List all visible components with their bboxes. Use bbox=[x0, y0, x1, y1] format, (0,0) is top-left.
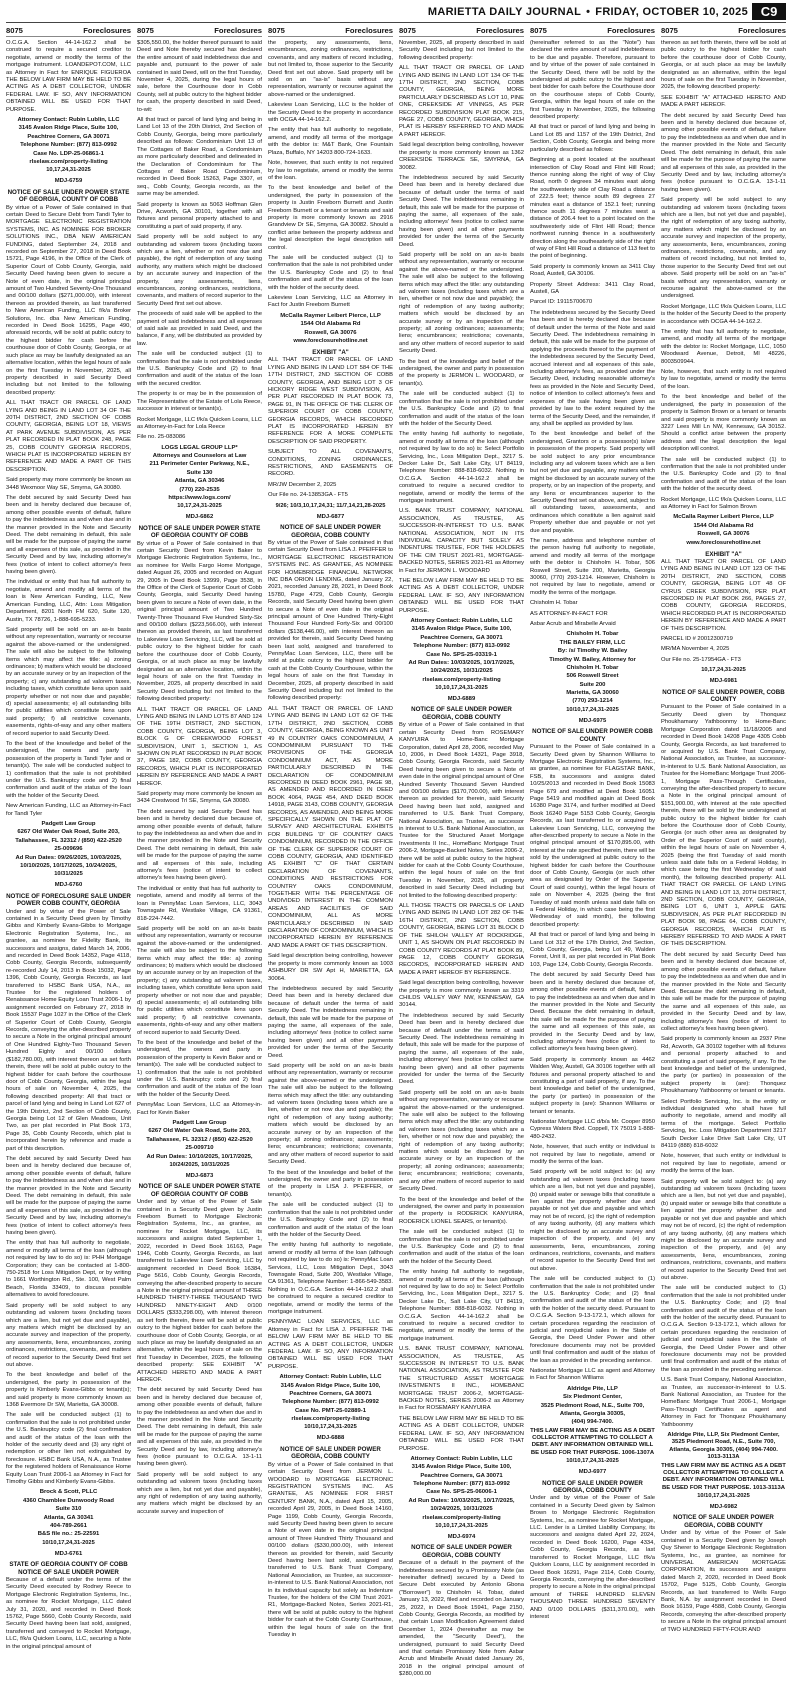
notice-contact-line: 4360 Chamblee Dunwoody Road bbox=[23, 1497, 114, 1504]
notice-contact-line: 10/10/2025, 10/17/2025, 10/24/2025, bbox=[20, 862, 117, 869]
notice-contact-line: By: /s/ Timothy W. Bailey bbox=[557, 648, 628, 655]
classification-label: Foreclosures bbox=[738, 26, 786, 35]
notice-id: MDJ-6873 bbox=[185, 1172, 214, 1179]
notice-paragraph: Parcel ID: 19115700670 bbox=[530, 299, 593, 306]
notice-paragraph: Nationstar Mortgage LLC as agent and Attorney in Fact for Shannon Williams bbox=[530, 1368, 655, 1382]
notice-contact-line: Peachtree Corners, GA 30071 bbox=[420, 634, 503, 641]
notice-contact-line: THIS LAW FIRM MAY BE ACTING AS A DEBT COLLECTOR ATTEMPTING TO COLLECT A DEBT. ANY INFORMATION OBTAINED WILL BE USED FOR THAT PURPOSE. 1006-1307A bbox=[530, 1427, 655, 1456]
notice-paragraph: To the best of the knowledge and belief of the undersigned, the owner and party in possession of the property is LISA J. PFEIFFER, or tenant(s). bbox=[268, 1169, 393, 1198]
notice-title: NOTICE OF SALE UNDER POWER GEORGIA, COBB COUNTY bbox=[411, 1544, 512, 1559]
notice-paragraph: The debt secured by said Security Deed has been and is hereby declared due because of, among other possible events of default, failure to pay the indebtedness as and when due and in the manner provided in the Note and Security Deed. The debt remaining in default, this sale will be made for the purpose of paying the same and all expenses of this sale, including attorney's fees (notice of intent to collect attorney's fees having been given). bbox=[137, 808, 262, 882]
notice-contact-line: LOGS LEGAL GROUP LLP* bbox=[161, 444, 238, 451]
notice-column bbox=[399, 26, 524, 1682]
notice-title: NOTICE OF SALE UNDER POWER STATE OF GEORGIA, COUNTY OF COBB bbox=[7, 188, 130, 204]
notice-contact-line: Roswell, GA 30076 bbox=[304, 329, 357, 336]
notice-paragraph: November, 2025, all property described in said Security Deed including but not limited to the following described property: bbox=[399, 40, 524, 61]
notice-paragraph: ALL THOSE TRACTS OR PARCELS OF LAND LYING AND BEING IN LAND LOT 282 OF THE 16TH DISTRICT, 2ND SECTION, COBB COUNTY, GEORGIA, BEING LOT 31 BLOCK D OF THE SHILOH VALLEY AT ROCKRIDGE, UNIT 1, AS SHOWN ON PLAT RECORDED IN COBB COUNTY RECORDS AT PLAT BOOK 89, PAGE 12, COBB COUNTY GEORGIA RECORDS, INCORPORATED HEREIN AND MADE A PART HEREOF BY REFERENCE. bbox=[399, 903, 524, 976]
notice-title: NOTICE OF SALE UNDER POWER GEORGIA, COBB COUNTY bbox=[280, 1445, 381, 1461]
notice-paragraph: PennyMac Loan Services, LLC as Attorney-in-Fact for Kevin Baker bbox=[137, 1102, 262, 1116]
notice-paragraph: SUBJECT TO ALL COVENANTS, CONDITIONS, ZONING ORDINANCES, RESTRICTIONS, AND EASEMENTS OF RECORD. bbox=[268, 449, 393, 478]
notice-paragraph: Said property may more commonly be known as 3434 Crestwood Trl SE, Smyrna, GA 30080. bbox=[137, 791, 262, 805]
notice-paragraph: All that tract or parcel of land lying and being in Land Lot 13 of the 20th District, 2nd Section of Cobb County, Georgia, being more particularly described as follows: Condominium Unit 13 of The Cottages of Baker Road, a Condominium as more particularly described and delineated in the Declaration of Condominium for The Cottages of Baker Road Condominium, recorded in Deed Book 15263, Page 3307, et seq., Cobb County, Georgia records, as the same may be amended. bbox=[137, 117, 262, 198]
notice-paragraph: Lakeview Loan Servicing, LLC as Attorney in Fact for Justin Freeborn Burnett bbox=[268, 295, 393, 309]
notice-paragraph: Note, however, that such entity is not required by law to negotiate, amend or modify the terms of the loan. bbox=[661, 369, 786, 390]
notice-column bbox=[661, 26, 786, 1682]
notice-paragraph: Note, however, that such entity is not required by law to negotiate, amend or modify the terms of the loan. bbox=[268, 160, 393, 181]
notice-title: NOTICE OF SALE UNDER POWER STATE OF GEORGIA COUNTY OF COBB bbox=[138, 524, 261, 540]
notice-contact-line: 10,17,24,31-2025 bbox=[46, 167, 91, 174]
notice-paragraph: The sale will be conducted subject (1) to confirmation that the sale is not prohibited under the U.S. Bankruptcy Code and (2) to final confirmation and audit of the status of the loan with the holder of the security deed. bbox=[268, 254, 393, 291]
notice-contact-line: 3145 Avalon Ridge Place, Suite 100, bbox=[411, 1464, 512, 1471]
notice-id: MDJ-6974 bbox=[447, 1533, 476, 1540]
notice-paragraph: U.S. BANK TRUST COMPANY, NATIONAL ASSOCIATION, AS TRUSTEE, AS SUCCESSOR IN INTEREST TO U.S. BANK NATIONAL ASSOCIATION, AS TRUSTEE FOR THE STRUCTURED ASSET MORTGAGE INVESTMENTS II INC., HOMEBANC MORTGAGE TRUST 2006-2, MORTGAGE-BACKED NOTES, SERIES 2006-2 as Attorney in Fact for ROSEMARY KANYUIRA bbox=[399, 1346, 524, 1412]
notice-title: NOTICE OF SALE UNDER POWER GEORGIA, COBB COUNTY bbox=[411, 706, 512, 721]
notice-id: MDJ-6760 bbox=[54, 882, 83, 889]
notice-contact-line: 10,10,17,24,31-2025 bbox=[435, 685, 488, 692]
notice-title: EXHIBIT "A" bbox=[705, 550, 742, 558]
notice-paragraph: Chisholm H. Tobar bbox=[530, 600, 578, 607]
notice-paragraph: New American Funding, LLC as Attorney-in-Fact for Tandi Tyler bbox=[6, 803, 131, 817]
notice-contact-line: THE BAILEY FIRM, LLC bbox=[559, 639, 626, 646]
notice-contact-line: 9/26; 10/3,10,17,24,31; 11/7,14,21,28-2025 bbox=[275, 502, 386, 509]
notice-id: MDJ-6862 bbox=[185, 514, 214, 521]
notice-contact-line: Case No. SPS-25-03319-1 bbox=[426, 651, 497, 658]
page-number-badge: C9 bbox=[752, 3, 786, 20]
notice-contact-line: (770) 220-2535 bbox=[179, 486, 220, 493]
notice-paragraph: ALL THAT TRACT OR PARCEL OF LAND LYING AND BEING IN LAND LOT 62 OF THE 17TH DISTRICT, 2ND SECTION, COBB COUNTY, GEORGIA, BEING KNOWN AS UNIT 49 IN COUNTRY OAKS CONDOMINIUM, A CONDOMINIUM PURSUANT TO THE PROVISIONS OF THE GEORGIA CONDOMINIUM ACT, AS MORE PARTICULARLY DESCRIBED IN THE DECLARATION OF CONDOMINIUM RECORDED IN DEED BOOK 2961, PAGE 98, AS AMENDED AND RECORDED IN DEED BOOK 4064, PAGE 454, AND DEED BOOK 14918, PAGE 3143, COBB COUNTY, GEORGIA RECORDS, AS AMENDED, AND BEING MORE SPECIFICALLY SHOWN ON THE PLAT OF SURVEY AND ARCHITECTURAL EXHIBITS FOR BUILDING 'D' OF COUNTRY OAKS CONDOMINIUM, RECORDED IN THE OFFICE OF THE CLERK OF SUPERIOR COURT OF COBB COUNTY, GEORGIA, AND IDENTIFIED AS EXHIBIT "C" OF THAT CERTAIN DECLARATION OF COVENANTS, CONDITIONS AND RESTRICTIONS FOR COUNTRY OAKS CONDOMINIUM, TOGETHER WITH THE PERCENTAGE OF UNDIVIDED INTEREST IN THE COMMON AREAS AND FACILITIES OF SAID CONDOMINIUM, ALL AS MORE PARTICULARLY DESCRIBED IN SAID DECLARATION OF CONDOMINIUM, WHICH IS INCORPORATED HEREIN BY REFERENCE AND MADE A PART OF THIS DESCRIPTION. bbox=[268, 705, 393, 949]
notice-paragraph: (hereinafter referred to as the "Note") has declared the entire amount of said indebtedness to be due and payable. Therefore, pursuant to and by virtue of the power of sale contained in the Security Deed, there will be sold by the undersigned at public outcry to the highest and best bidder for cash before the Courthouse door on the courthouse steps of Cobb County, Georgia, within the legal hours of sale on the first Tuesday in November, 2025, the following described property: bbox=[530, 40, 655, 121]
notice-contact-line: https://www.logs.com/ bbox=[168, 494, 231, 501]
notice-paragraph: Under and by virtue of the Power of Sale contained in a Security Deed given by Justin Freeborn Burnett to Mortgage Electronic Registration Systems, Inc., as grantee, as nominee for Rocket Mortgage, LLC, its successors and assigns dated September 1, 2022, recorded in Deed Book 16163, Page 1946, Cobb County, Georgia Records, as last transferred to Lakeview Loan Servicing, LLC by assignment recorded in Deed Book 16384, Page 5616, Cobb County, Georgia Records, conveying the after-described property to secure a Note in the original principal amount of THREE HUNDRED THIRTY-THREE THOUSAND TWO HUNDRED NINETY-EIGHT AND 0/100 DOLLARS ($333,298.00), with interest thereon as set forth therein, there will be sold at public outcry to the highest bidder for cash before the courthouse door of Cobb County, Georgia, or at such place as may be lawfully designated as an alternative, within the legal hours of sale on the first Tuesday in December, 2025, the following described property: SEE EXHIBIT "A" ATTACHED HERETO AND MADE A PART HEREOF. bbox=[137, 1199, 262, 1383]
classification-label: Foreclosures bbox=[214, 26, 262, 35]
notice-contact-line: Peachtree Corners, GA 30071 bbox=[27, 133, 110, 140]
notice-title: NOTICE OF SALE UNDER POWER, COBB COUNTY bbox=[662, 688, 785, 704]
notice-contact-line: Aldridge Pite, LLP bbox=[567, 1385, 618, 1392]
notice-paragraph: MR/JW December 2, 2025 bbox=[268, 481, 337, 488]
notice-paragraph: Our File no. 24-13853GA - FT5 bbox=[268, 492, 348, 499]
notice-contact-line: www.foreclosurehotline.net bbox=[686, 539, 761, 546]
notice-paragraph: The property is or may be in the possession of The Representative of the Estate of Lola Reece, successor in interest or tenant(s). bbox=[137, 391, 262, 413]
notice-contact-line: 3145 Avalon Ridge Place, Suite 100, bbox=[18, 125, 119, 132]
notice-paragraph: The entity that has full authority to negotiate, amend, and modify all terms of the mortgage with the debtor is: M&T Bank, One Fountain Plaza, Buffalo, NY 14203 800-724-1633. bbox=[268, 127, 393, 156]
notice-column bbox=[530, 26, 655, 1682]
notice-id: MDJ-6877 bbox=[316, 513, 345, 520]
notice-contact-line: 1544 Old Alabama Rd bbox=[693, 522, 754, 529]
notice-paragraph: The proceeds of said sale will be applied to the payment of said indebtedness and all expenses of said sale as provided in said Deed, and the balance, if any, will be distributed as provided by law. bbox=[137, 311, 262, 347]
notice-paragraph: The sale will be conducted subject (1) to confirmation that the sale is not prohibited under the U.S. Bankruptcy Code and (2) to final confirmation and audit of the status of the loan with the secured creditor. bbox=[137, 351, 262, 387]
notice-contact-line: Ad Run Dates: 10/03/2025, 10/17/2025, bbox=[408, 659, 515, 666]
classification-code: 8075 bbox=[137, 26, 154, 35]
header-rule bbox=[6, 22, 786, 23]
classification-code: 8075 bbox=[661, 26, 678, 35]
notice-paragraph: THE BELOW LAW FIRM MAY BE HELD TO BE ACTING AS A DEBT COLLECTOR, UNDER FEDERAL LAW. IF SO, ANY INFORMATION OBTAINED WILL BE USED FOR THAT PURPOSE. bbox=[399, 1415, 524, 1452]
notice-paragraph: Nationstar Mortgage LLC d/b/a Mr. Cooper 8950 Cypress Waters Blvd. Coppell, TX 75019 1-888-480-2432. bbox=[530, 1119, 655, 1140]
notice-contact-line: Ad Run Dates: 10/03/2025, 10/17/2025, bbox=[408, 1497, 515, 1504]
notice-paragraph: Said property will be sold on an as-is basis without any representation, warranty or recourse against the above-named or the undersigned. The sale will also be subject to the following items which may affect the title: any outstanding ad valorem taxes (including taxes which are a lien, whether or not now due and payable); the right of redemption of any taxing authority; matters which would be disclosed by an accurate survey or by an inspection of the property; all zoning ordinances; assessments; liens; encumbrances; restrictions; covenants, and any other matters of record superior to said Security Deed. bbox=[399, 251, 524, 355]
notice-contact-line: www.foreclosurehotline.net bbox=[293, 337, 368, 344]
notice-paragraph: The sale will be conducted subject (1) to confirmation that the sale is not prohibited under the U.S. Bankruptcy Code and (2) to final confirmation and audit of the status of the loan with the holder of the security deed. bbox=[661, 456, 786, 493]
notice-id: MDJ-6759 bbox=[54, 178, 83, 185]
notice-contact-line: 3145 Avalon Ridge Place, Suite 100, bbox=[280, 1382, 381, 1389]
notice-paragraph: Because of a default under the terms of the Security Deed executed by Rodney Reece to Mortgage Electronic Registration Systems, Inc., as nominee for Rocket Mortgage, LLC dated July 31, 2020, and recorded in Deed Book 15762, Page 5660, Cobb County Records, said Security Deed having been last sold, assigned, transferred and conveyed to Rocket Mortgage, LLC, f/k/a Quicken Loans, LLC, securing a Note in the original principal amount of bbox=[6, 1576, 131, 1650]
notice-contact-line: 3145 Avalon Ridge Place, Suite 100, bbox=[411, 626, 512, 633]
notice-paragraph: Asbar Acrub and Mirabelle Arvaid bbox=[530, 621, 616, 628]
classification-code: 8075 bbox=[530, 26, 547, 35]
notice-paragraph: To the best knowledge and belief of the undersigned, the party in possession of the property is Kimberly Evans-Gibbs or tenant(s); and said property is more commonly known as 1368 Evermore Dr SW, Marietta, GA 30008. bbox=[6, 1372, 131, 1408]
notice-paragraph: Under and by virtue of the Power of Sale contained in a Security Deed given by Joseph Quy Sherer to Mortgage Electronic Registration Systems, Inc., as grantee, as nominee for UNIVERSAL AMERICAN MORTGAGE CORPORATION, its successors and assigns dated March 2, 2020, recorded in Deed Book 15702, Page 5125, Cobb County, Georgia Records, as last transferred to Wells Fargo Bank, N.A. by assignment recorded in Deed Book 16159, Page 4588, Cobb County, Georgia Records, conveying the after-described property to secure a Note in the original principal amount of TWO HUNDRED FIFTY-FOUR AND bbox=[661, 1530, 786, 1633]
column-heading bbox=[530, 26, 655, 37]
classification-code: 8075 bbox=[399, 26, 416, 35]
notice-paragraph: Under and by virtue of the Power of Sale contained in a Security Deed given by Timothy Gibbs and Kimberly Evans-Gibbs to Mortgage Electronic Registration Systems, Inc., as grantee, as nominee for Fidelity Bank, its successors and assigns, dated March 14, 2006, and recorded in Deed Book 14352, Page 4118, Cobb County, Georgia Records, subsequently re-recorded July 14, 2013 in Book 15032, Page 1396, Cobb County, Georgia Records, as last transferred to HSBC Bank USA, N.A., as Trustee for the registered holders of Renaissance Home Equity Loan Trust 2006-1 by assignment recorded on February 27, 2018 in Book 15537 Page 1027 in the Office of the Clerk of Superior Court of Cobb County, Georgia Records, conveying the after-described property to secure a Note in the original principal amount of One Hundred Eighty-Two Thousand Seven Hundred Eighty and 00/100 dollars ($182,780.00), with interest thereon as set forth therein, there will be sold at public outcry to the highest bidder for cash before the courthouse door of Cobb County, Georgia, within the legal hours of sale on November 4, 2025, the following described property: All that tract or parcel of land lying and being in Land Lot 627 of the 19th District, 2nd Section of Cobb County, Georgia being Lot 12 of Glen Meadows, Unit Two, as per plat recorded in Plat Book 173, Page 35, Cobb County Records, which plat is incorporated herein by reference and made a part of this description. bbox=[6, 908, 131, 1152]
notice-paragraph: Said property is commonly known as 4462 Walden Way, Austell, GA 30106 together with all fixtures and personal property attached to and constituting a part of said property, if any. To the best knowledge and belief of the undersigned, the party (or parties) in possession of the subject property is (are): Shannon Williams or tenant or tenants. bbox=[530, 1056, 655, 1115]
notice-paragraph: Said property will be sold on an as-is basis without any representation, warranty or recourse against the above-named or the undersigned. The sale will also be subject to the following items which may affect the title: a) zoning ordinances; b) matters which would be disclosed by an accurate survey or by an inspection of the property; c) any outstanding ad valorem taxes, including taxes, which constitute liens upon said property whether or not now due and payable; d) special assessments; e) all outstanding bills for public utilities which constitute liens upon said property; f) all restrictive covenants, easements, rights-of-way and any other matters of record superior to said Security Deed. bbox=[6, 626, 131, 737]
notice-contact-line: Case No. LDP-25-06861-1 bbox=[33, 150, 104, 157]
notice-contact-line: Marietta, GA 30060 bbox=[566, 690, 619, 697]
notice-paragraph: The debt secured by said Security Deed has been and is hereby declared due because of, among other possible events of default, failure to pay the indebtedness as and when due and in the manner provided in the Note and Security Deed. Because the debt remaining in default, this sale will be made for the purpose of paying the same and all expenses of this sale, as provided in the Security Deed and by law, including attorney's fees (notice of intent to collect attorney's fees having been given). bbox=[661, 951, 786, 1032]
notice-contact-line: 6267 Old Water Oak Road, Suite 203, bbox=[148, 1128, 251, 1135]
notice-id: MDJ-6889 bbox=[447, 696, 476, 703]
notice-title: NOTICE OF SALE UNDER POWER GEORGIA, COBB COUNTY bbox=[673, 1514, 774, 1529]
notice-paragraph: Rocket Mortgage, LLC f/k/a Quicken Loans, LLC as Attorney-in-Fact for Lola Reece bbox=[137, 416, 262, 430]
issue-date: FRIDAY, OCTOBER 10, 2025 bbox=[595, 6, 748, 18]
notice-contact-line: Attorney Contact: Rubin Lublin, LLC bbox=[410, 618, 513, 625]
notice-contact-line: McCalla Raymer Leibert Pierce, LLP bbox=[280, 312, 381, 319]
notice-paragraph: Lakeview Loan Servicing, LLC is the holder of the Security Deed to the property in accordance with OCGA 44-14-162.2. bbox=[268, 102, 393, 124]
notice-paragraph: ALL THAT TRACT OR PARCEL OF LAND LYING AND BEING IN LAND LOTS 87 AND 124 OF THE 19TH DISTRICT, 2ND SECTION, COBB COUNTY, GEORGIA, BEING LOT 3, BLOCK G OF CREEKWOOD FOREST SUBDIVISION, UNIT 1, SECTION 1, AS SHOWN ON PLAT RECORDED IN PLAT BOOK 37, PAGE 182, COBB COUNTY, GEORGIA RECORDS, WHICH PLAT IS INCORPORATED HEREIN BY REFERENCE AND MADE A PART HEREOF. bbox=[137, 706, 262, 787]
notice-paragraph: By virtue of a Power of Sale contained in that certain Deed to Secure Debt from Tandi Tyler to MORTGAGE ELECTRONIC REGISTRATION SYSTEMS, INC. AS NOMINEE FOR BROKER SOLUTIONS INC., DBA NEW AMERICAN FUNDING, dated September 24, 2018 and recorded on September 27, 2018 in Deed Book 15721, Page 4196, in the Office of the Clerk of Superior Court of Cobb County, Georgia, said Security Deed having been given to secure a Note of even date, in the original principal amount of Two Hundred Seventy-One Thousand and 00/100 dollars ($271,000.00), with interest thereon as provided therein, as last transferred to New American Funding, LLC f/k/a Broker Solutions, Inc. dba New American Funding, recorded in Deed Book 16295, Page 490, aforesaid records, will be sold at public outcry to the highest bidder for cash before the courthouse door of Cobb County, Georgia, or at such place as may be lawfully designated as an alternative location, within the legal hours of sale on the first Tuesday in November, 2025, all property described in said Security Deed including but not limited to the following described property: bbox=[6, 204, 131, 396]
notice-contact-line: 10/31/2025 bbox=[54, 871, 83, 878]
notice-paragraph: The entity that has full authority to negotiate, amend, and modify all terms of the mortgage with the debtor is: Rocket Mortgage, LLC, 1050 Woodward Avenue, Detroit, MI 48226, 8003509944. bbox=[661, 329, 786, 365]
notice-contact-line: 3525 Piedmont Road, N.E., Suite 700, bbox=[540, 1402, 645, 1409]
notice-contact-line: Telephone Number: (877) 813-0992 bbox=[282, 1399, 379, 1406]
notice-paragraph: ALL THAT TRACT OR PARCEL OF LAND LYING AND BEING IN LAND LOT 123 OF THE 20TH DISTRICT, 2ND SECTION, COBB COUNTY, GEORGIA, BEING LOT 48 OF CYRUS CREEK SUBDIVISION, PER PLAT RECORDED IN PLAT BOOK 266, PAGES 27, COBB COUNTY, GEORGIA RECORDS, WHICH RECORDED PLAT IS INCORPORATED HEREIN BY REFERENCE AND MADE A PART OF THIS DESCRIPTION. bbox=[661, 558, 786, 632]
notice-paragraph: The debt secured by said Security Deed has been and is hereby declared due because of, among other possible events of default, failure to pay the indebtedness as and when due and in the manner provided in the Note and Security Deed. Because the debt remaining in default, this sale will be made for the purpose of paying the same and all expenses of this sale, as provided in the Security Deed and by law, including attorney's fees (notice of intent to collect attorney's fees having been given). bbox=[530, 972, 655, 1053]
notice-paragraph: Under and by virtue of the Power of Sale contained in a Security Deed given by Salmon Brown to Mortgage Electronic Registration Systems, Inc., as nominee for Rocket Mortgage, LLC. Lender is a Limited Liability Company, its successors and assigns dated April 22, 2024, recorded in Deed Book 16200, Page 4334, Cobb County, Georgia Records, as last transferred to Rocket Mortgage, LLC f/k/a Quicken Loans, LLC by assignment recorded in Deed Book 16291, Page 2114, Cobb County, Georgia Records, conveying the after-described property to secure a Note in the original principal amount of THREE HUNDRED ELEVEN THOUSAND THREE HUNDRED SEVENTY AND 0/100 DOLLARS ($311,370.00), with interest bbox=[530, 1495, 655, 1620]
notice-paragraph: U.S. Bank Trust Company, National Association, as Trustee, as successor-in-interest to U.S. Bank National Association, as Trustee for the HomeBanc Mortgage Trust 2006-1, Mortgage Pass-Through Certificates as agent and Attorney in Fact for Thonquez Phoukhamany Yathboonmy bbox=[661, 1377, 786, 1428]
notice-contact-line: 211 Perimeter Center Parkway, N.E., bbox=[149, 461, 250, 468]
notice-paragraph: By virtue of a Power of Sale contained in that certain Security Deed from ROSEMARY KANYUIRA to Home-Banc Mortgage Corporation, dated April 28, 2006, recorded May 10, 2006, in Deed Book 14321, Page 3918, Cobb County, Georgia Records, said Security Deed having been given to secure a Note of even date in the original principal amount of One Hundred Seventy Thousand Seven Hundred and 00/100 dollars ($170,700.00), with interest thereon as provided for therein, said Security Deed having been last sold, assigned and transferred to U.S. Bank Trust Company, National Association, as Trustee, as successor in interest to U.S. Bank National Association, as Trustee for the Structured Asset Mortgage Investments II Inc., HomeBanc Mortgage Trust 2006-2, Mortgage-Backed Notes, Series 2006-2, there will be sold at public outcry to the highest bidder for cash at the Cobb County Courthouse, within the legal hours of sale on the first Tuesday in November, 2025, all property described in said Security Deed including but not limited to the following described property: bbox=[399, 722, 524, 899]
notice-contact-line: Attorneys and Counselors at Law bbox=[152, 453, 247, 460]
notice-contact-line: Atlanta, GA 30341 bbox=[43, 1514, 94, 1521]
notice-paragraph: All that tract or parcel of land lying and being in Land Lot 312 of the 17th District, 2nd Section, Cobb County, Georgia, being Lot 49, Walden Forest, Unit II, as per plat recorded in Plat Book 103, Page 124, Cobb County, Georgia Records. bbox=[530, 932, 655, 968]
notice-contact-line: Padgett Law Group bbox=[172, 1120, 227, 1127]
notice-paragraph: To the best of the knowledge and belief of the undersigned, the owner and party in possession of the property is RODERICK KANYUIRA, RODERICK LIONEL SEARS, or tenant(s). bbox=[399, 1196, 524, 1225]
notice-paragraph: Said property is known as 5063 Hoffman Glen Drive, Acworth, GA 30101, together with all fixtures and personal property attached to and constituting a part of said property, if any. bbox=[137, 201, 262, 230]
notice-paragraph: By virtue of a Power of Sale contained in that certain Security Deed from Kevin Baker to Mortgage Electronic Registration Systems, Inc., as nominee for Wells Fargo Home Mortgage, dated August 26, 2005 and recorded on August 29, 2005 in Deed Book 13999, Page 3538, in the Office of the Clerk of Superior Court of Cobb County, Georgia, said Security Deed having been given to secure a Note of even date, in the original principal amount of Two Hundred Twenty-Three Thousand Five Hundred Sixty-Six and 00/100 dollars ($223,566.00), with interest thereon as provided therein, as last transferred to Lakeview Loan Servicing, LLC, will be sold at public outcry to the highest bidder for cash before the courthouse door of Cobb County, Georgia, or at such place as may be lawfully designated as an alternative location, within the legal hours of sale on the first Tuesday in November, 2025, all property described in said Security Deed including but not limited to the following described property: bbox=[137, 540, 262, 703]
notice-paragraph: By virtue of a Power of Sale contained in that certain Security Deed from JERMON L. WOODARD to MORTGAGE ELECTRONIC REGISTRATION SYSTEMS INC. AS GRANTEE, AS NOMINEE FOR FIRST CENTURY BANK, N.A., dated April 15, 2005, recorded April 29, 2005, in Deed Book 14160, Page 1199, Cobb County, Georgia Records, said Security Deed having been given to secure a Note of even date in the original principal amount of Three Hundred Thirty Thousand and 00/100 dollars ($330,000.00), with interest thereon as provided for therein, said Security Deed having been last sold, assigned and transferred to U.S. Bank Trust Company, National Association, as Trustee, as successor-in-interest to U.S. Bank National Association, not in its individual capacity but solely as Indenture Trustee, for the holders of the CIM Trust 2021-R1, Mortgage-Backed Notes, Series 2021-R1, there will be sold at public outcry to the highest bidder for cash at the Cobb County Courthouse, within the legal hours of sale on the first Tuesday in bbox=[268, 1461, 393, 1639]
classification-label: Foreclosures bbox=[607, 26, 655, 35]
notice-paragraph: Pursuant to the Power of Sale contained in a Security Deed given by Shannon Williams to Mortgage Electronic Registration Systems, Inc., as grantee, as nominee for FLAGSTAR BANK, FSB, its successors and assigns dated 10/25/2013 and recorded in Deed Book 15083 Page 679 and modified at Deed Book 16051 Page 5419 and modified again at Deed Book 16380 Page 3174, and further modified at Deed Book 16240 Page 5153 Cobb County, Georgia Records, as last transferred to or acquired by Lakeview Loan Servicing, LLC, conveying the after-described property to secure a Note in the original principal amount of $170,895.00, with interest at the rate specified therein, there will be sold by the undersigned at public outcry to the highest bidder for cash before the Courthouse door of Cobb County, Georgia (or such other area as designated by Order of the Superior Court of said county), within the legal hours of sale on November 4, 2025 (being the first Tuesday of said month unless said date falls on a Federal Holiday, in which case being the first Wednesday of said month), the following described property: bbox=[530, 744, 655, 928]
notice-contact-line: Atlanta, Georgia 30305, bbox=[559, 1410, 626, 1417]
notice-paragraph: The sale will be conducted subject (1) to confirmation that the sale is not prohibited under the U.S. Bankruptcy Code and (2) to final confirmation and audit of the status of the loan with the holder of the Security Deed. bbox=[399, 391, 524, 427]
notice-contact-line: Tallahassee, FL 32312 / (850) 422-2520 bbox=[146, 1136, 253, 1143]
notice-paragraph: The sale will be conducted subject (1) to confirmation that the sale is not prohibited under the U.S. Bankruptcy code (2) final confirmation and audit of the status of the loan with the holder of the security deed and (3) any right of redemption or other lien not extinguished by foreclosure. HSBC Bank USA, N.A., as Trustee for the registered holders of Renaissance Home Equity Loan Trust 2006-1 as Attorney in Fact for Timothy Gibbs and Kimberly Evans-Gibbs. bbox=[6, 1412, 131, 1486]
notice-paragraph: Said property is commonly known as 2937 Pine Rd, Acworth, GA 30102 together with all fixtures and personal property attached to and constituting a part of said property, if any. To the best knowledge and belief of the undersigned, the party (or parties) in possession of the subject property is (are): Thonquez Phoukhamany Yathboonmy or tenant or tenants. bbox=[661, 1036, 786, 1095]
notice-paragraph: The sale will be conducted subject (1) to confirmation that the sale is not prohibited under the U.S. Bankruptcy Code and (2) to final confirmation and audit of the status of the loan with the holder of the Security Deed. bbox=[399, 1229, 524, 1265]
notice-paragraph: ALL THAT TRACT OR PARCEL OF LAND LYING AND BEING IN LAND LOT 584 OF THE 17TH DISTRICT, 2ND SECTION OF COBB COUNTY, GEORGIA, AND BEING LOT 3 OF HICKORY RIDGE WEST SUBDIVISION, AS PER PLAT RECORDED IN PLAT BOOK 73, PAGE 91, IN THE OFFICE OF THE CLERK OF SUPERIOR COURT OF COBB COUNTY, GEORGIA RECORDS, WHICH RECORDED PLAT IS INCORPORATED HEREIN BY REFERENCE FOR A MORE COMPLETE DESCRIPTION OF SAID PROPERTY. bbox=[268, 357, 393, 445]
notice-paragraph: $305,550.00, the holder thereof pursuant to said Deed and Note thereby secured has declared the entire amount of said indebtedness due and payable and, pursuant to the power of sale contained in said Deed, will on the first Tuesday, November 4, 2025, during the legal hours of sale, before the Courthouse door in Cobb County, sell at public outcry to the highest bidder for cash, the property described in said Deed, to-wit: bbox=[137, 40, 262, 113]
notice-paragraph: THE BELOW LAW FIRM MAY BE HELD TO BE ACTING AS A DEBT COLLECTOR, UNDER FEDERAL LAW. IF SO, ANY INFORMATION OBTAINED WILL BE USED FOR THAT PURPOSE. bbox=[399, 578, 524, 614]
column-heading bbox=[137, 26, 262, 37]
notice-contact-line: 10/24/2025, 10/31/2025 bbox=[430, 1506, 493, 1513]
notice-id: MDJ-6982 bbox=[709, 1504, 738, 1511]
notice-id: MDJ-6981 bbox=[709, 678, 738, 685]
classification-label: Foreclosures bbox=[476, 26, 524, 35]
notice-paragraph: To the best knowledge and belief of the undersigned, the party in possession of the property is Justin Freeborn Burnett and Justin Freeborn Burnett or a tenant or tenants and said property is more commonly known as 2916 Grandview Dr SE, Smyrna, GA 30082. Should a conflict arise between the property address and the legal description the legal description will control. bbox=[268, 185, 393, 251]
classification-code: 8075 bbox=[6, 26, 23, 35]
notice-contact-line: Attorney Contact: Rubin Lublin, LLC bbox=[279, 1374, 382, 1381]
notice-paragraph: Said property will be sold subject to: (a) any outstanding ad valorem taxes (including taxes which are a lien, but not yet due and payable), (b) unpaid water or sewage bills that constitute a lien against the property whether due and payable or not yet due and payable and which may not be of record, (c) the right of redemption of any taxing authority, (d) any matters which might be disclosed by an accurate survey and inspection of the property, and (e) any assessments, liens, encumbrances, zoning ordinances, restrictions, covenants, and matters of record superior to the Security Deed first set out above. bbox=[661, 1178, 786, 1281]
notice-paragraph: The individual or entity that has full authority to negotiate, amend and modify all terms of the loan is PennyMac Loan Services, LLC, 3043 Townsgate Rd, Westlake Village, CA 91361, 818-224-7442. bbox=[137, 885, 262, 922]
notice-contact-line: Ad Run Dates: 09/26/2025, 10/03/2025, bbox=[15, 854, 122, 861]
notice-id: MDJ-6977 bbox=[578, 1469, 607, 1476]
notice-paragraph: the property, any assessments, liens, encumbrances, zoning ordinances, restrictions, covenants, and any matters of record including, but not limited to, those superior to the Security Deed first set out above. Said property will be sold on an "as-is" basis without any representation, warranty or recourse against the above-named or the undersigned. bbox=[268, 40, 393, 98]
notice-paragraph: Beginning at a point located at the southeast intersection of Clay Road and Flint Hill Road; thence running along the right of way of Clay Road, north 0 degrees 34 minutes east along the southwesterly side of Clay Road a distance of 222.5 feet; thence south 89 degrees 27 minutes east a distance of 152.1 feet; running thence south 11 degrees 7 minutes west a distance of 206.4 feet to a point located on the southwesterly side of Flint Hill Road; thence northwest running thence in a southwesterly direction along the southeasterly side of the right of way of Flint Hill Road a distance of 113 feet to the point of beginning. bbox=[530, 157, 655, 260]
notice-contact-line: Roswell, GA 30076 bbox=[697, 531, 750, 538]
notice-paragraph: Property Street Address: 3411 Clay Road, Austell, GA bbox=[530, 281, 655, 295]
notice-title: NOTICE OF SALE UNDER POWER GEORGIA, COBB COUNTY bbox=[280, 524, 381, 539]
notice-paragraph: Pursuant to the Power of Sale contained in a Security Deed given by Thonquez Phoukhamany Yathboonmy to Home-Banc Mortgage Corporation dated 11/18/2005 and recorded in Deed Book 14208 Page 4305 Cobb County, Georgia Records, as last transferred to or acquired by U.S. Bank Trust Company, National Association, as Trustee, as successor-in-interest to U.S. Bank National Association, as Trustee for the HomeBanc Mortgage Trust 2006-1, Mortgage Pass-Through Certificates, conveying the after-described property to secure a Note in the original principal amount of $151,900.00, with interest at the rate specified therein, there will be sold by the undersigned at public outcry to the highest bidder for cash before the Courthouse door of Cobb County, Georgia (or such other area as designated by Order of the Superior Court of said county), within the legal hours of sale on November 4, 2025 (being the first Tuesday of said month unless said date falls on a Federal Holiday, in which case being the first Wednesday of said month), the following described property: ALL THAT TRACT OR PARCEL OF LAND LYING AND BEING IN LAND LOT 13, 20TH DISTRICT, 2ND SECTION, COBB COUNTY, GEORGIA, BEING LOT 6, UNIT 1, APPLE GATE SUBDIVISION, AS PER PLAT RECORDED IN PLAT BOOK 98, PAGE 64, COBB COUNTY, GEORGIA RECORDS, WHICH PLAT IS HEREBY REFERRED TO AND MADE A PART OF THIS DESCRIPTION. bbox=[661, 704, 786, 948]
notice-paragraph: Rocket Mortgage, LLC f/k/a Quicken Loans, LLC as Attorney in Fact for Salmon Brown bbox=[661, 496, 786, 510]
notice-paragraph: AS ATTORNEY-IN-FACT FOR bbox=[530, 610, 608, 617]
notice-title: STATE OF GEORGIA COUNTY OF COBB NOTICE OF SALE UNDER POWER bbox=[9, 1561, 128, 1576]
notice-paragraph: The indebtedness secured by the Security Deed has been and is hereby declared due because of default under the terms of the Note and said Security Deed. The indebtedness remaining in default, this sale will be made for the purpose of applying the proceeds thereof to the payment of the indebtedness secured by the Security Deed, accrued interest and all expenses of this sale, including attorney's fees, as provided under the Security Deed, including reasonable attorney's fees as provided in the Note and Security Deed, notice of intention to collect attorney's fees and expenses of the sale having been given as provided by law to the extent required by the terms of the Security Deed, and the remainder, if any, shall be applied as provided by law. bbox=[530, 309, 655, 427]
notice-contact-line: 10,17,24,31-2025 bbox=[177, 503, 222, 510]
notice-paragraph: The debt secured by said Security Deed has been and is hereby declared due because of, among other possible events of default, failure to pay the indebtedness as and when due and in the manner provided in the Note and Security Deed. The debt remaining in default, this sale will be made for the purpose of paying the same and all expenses of this sale, as provided in the Security Deed and by law, including attorney's fees (notice pursuant to O.C.G.A. 13-1-11 having been given). bbox=[137, 1387, 262, 1468]
notice-title: EXHIBIT "A" bbox=[312, 348, 349, 356]
notice-contact-line: Suite 200 bbox=[579, 681, 606, 688]
notice-contact-line: Tallahassee, FL 32312 / (850) 422-2520 bbox=[15, 837, 122, 844]
notice-paragraph: The indebtedness secured by said Security Deed has been and is hereby declared due because of default under the terms of said Security Deed. The indebtedness remaining in default, this sale will be made for the purpose of paying the same, all expenses of the sale, including attorneys' fees (notice to collect same having been given) and all other payments provided for under the terms of the Security Deed. bbox=[268, 985, 393, 1059]
notice-contact-line: Six Piedmont Center, bbox=[563, 1394, 622, 1401]
notice-paragraph: The indebtedness secured by said Security Deed has been and is hereby declared due because of default under the terms of said Security Deed. The indebtedness remaining in default, this sale will be made for the purpose of paying the same, all expenses of the sale, including attorneys' fees (notice to collect same having been given) and all other payments provided for under the terms of the Security Deed. bbox=[399, 1012, 524, 1086]
notice-contact-line: Chisholm H. Tobar bbox=[566, 664, 619, 671]
notice-paragraph: Note, however, that such entity or individual is not required by law to negotiate, amend or modify the terms of the loan. bbox=[661, 1153, 786, 1175]
notice-paragraph: PENNYMAC LOAN SERVICES, LLC as Attorney in Fact for LISA J. PFEIFFER THE BELOW LAW FIRM MAY BE HELD TO BE ACTING AS A DEBT COLLECTOR, UNDER FEDERAL LAW. IF SO, ANY INFORMATION OBTAINED WILL BE USED FOR THAT PURPOSE. bbox=[268, 1319, 393, 1370]
notice-contact-line: 10/24/2025, 10/31/2025 bbox=[430, 668, 493, 675]
notice-paragraph: To the best of the knowledge and belief of the undersigned, the owner and party in possession of the property is JERMON L. WOODARD, or tenant(s). bbox=[399, 358, 524, 387]
notice-contact-line: Chisholm H. Tobar bbox=[566, 631, 619, 638]
notice-paragraph: Note, however, that such entity or individual is not required by law to negotiate, amend or modify the terms of the loan. bbox=[530, 1144, 655, 1166]
notice-paragraph: Said legal description being controlling, however the property is more commonly known as 1362 CREEKSIDE TERRACE SE, SMYRNA, GA 30082. bbox=[399, 142, 524, 171]
notice-paragraph: Said property is commonly known as 3411 Clay Road, Austell, GA 30106. bbox=[530, 263, 655, 278]
notice-contact-line: Attorney Contact: Rubin Lublin, LLC bbox=[17, 117, 120, 124]
classification-code: 8075 bbox=[268, 26, 285, 35]
column-heading bbox=[268, 26, 393, 37]
notice-paragraph: Said property will be sold on an as-is basis without any representation, warranty or recourse against the above-named or the undersigned. The sale will also be subject to the following items which may affect the title: any outstanding ad valorem taxes (including taxes which are a lien, whether or not now due and payable); the right of redemption of any taxing authority; matters which would be disclosed by an accurate survey or by an inspection of the property; all zoning ordinances; assessments; liens; encumbrances; restrictions; covenants, and any other matters of record superior to said Security Deed. bbox=[399, 1089, 524, 1193]
notice-contact-line: rlselaw.com/property-listing bbox=[422, 676, 501, 683]
notice-contact-line: THIS LAW FIRM MAY BE ACTING AS A DEBT COLLECTOR ATTEMPTING TO COLLECT A DEBT. ANY INFORMATION OBTAINED WILL BE USED FOR THAT PURPOSE. 1013-3113A bbox=[661, 1462, 786, 1491]
notice-contact-line: 6267 Old Water Oak Road, Suite 203, bbox=[17, 829, 120, 836]
notice-paragraph: Said legal description being controlling, however the property is more commonly known as 1003 ASHBURY DR SW Apt H, MARIETTA, GA 30064. bbox=[268, 953, 393, 982]
notice-contact-line: Suite 130 bbox=[186, 469, 213, 476]
notice-contact-line: 10,10,17,24,31-2025 bbox=[435, 1522, 488, 1529]
notice-contact-line: Case No. PMT-25-02889-1 bbox=[294, 1407, 367, 1414]
notice-paragraph: ALL THAT TRACT OR PARCEL OF LAND LYING AND BEING IN LAND LOT 34 OF THE 20TH DISTRICT, 2ND SECTION OF COBB COUNTY, GEORGIA, BEING LOT 18, VIEWS AT PARK AVENUE SUBDIVISION, AS PER PLAT RECORDED IN PLAT BOOK 248, PAGE 25, COBB COUNTY GEORGIA RECORDS, WHICH PLAT IS INCORPORATED HEREIN BY REFERENCE AND MADE A PART OF THIS DESCRIPTION. bbox=[6, 400, 131, 473]
notice-contact-line: Atlanta, GA 30346 bbox=[174, 478, 225, 485]
notice-contact-line: Peachtree Corners, GA 30071 bbox=[420, 1472, 503, 1479]
notice-paragraph: The entity having full authority to negotiate, amend or modify all terms of the loan (although not required by law to do so) is: Select Portfolio Servicing, Inc., Loss Mitigation Dept., 3217 S. Decker Lake Dr., Salt Lake City, UT 84119, Telephone Number: 888-818-6032. Nothing in O.C.G.A. Section 44-14-162.2 shall be construed to require a secured creditor to negotiate, amend or modify the terms of the mortgage instrument. bbox=[399, 1269, 524, 1342]
notice-paragraph: Said property will be sold subject to any outstanding ad valorem taxes (including taxes which are a lien, but not yet due and payable), any right of redemption of any taxing authority, any matters which might be disclosed by an accurate survey and inspection of bbox=[137, 1471, 262, 1515]
notice-paragraph: MR/MA November 4, 2025 bbox=[661, 646, 730, 653]
notice-id: MDJ-6761 bbox=[54, 1550, 83, 1557]
notice-contact-line: 10/10,17,24,31-2025 bbox=[566, 1458, 619, 1465]
column-heading bbox=[661, 26, 786, 37]
notice-paragraph: Said property will be sold subject to any outstanding ad valorem taxes (including taxes which are a lien, but not yet due and payable), any matters which might be disclosed by an accurate survey and inspection of the property, any assessments, liens, encumbrances, zoning ordinances, restrictions, covenants, and matters of record superior to the Security Deed first set out above. bbox=[6, 1302, 131, 1368]
notice-paragraph: U.S. BANK TRUST COMPANY, NATIONAL ASSOCIATION, AS TRUSTEE, AS SUCCESSOR-IN-INTEREST TO U.S. BANK NATIONAL ASSOCIATION, NOT IN ITS INDIVIDUAL CAPACITY BUT SOLELY AS INDENTURE TRUSTEE, FOR THE HOLDERS OF THE CIM TRUST 2021-R1, MORTGAGE-BACKED NOTES, SERIES 2021-R1 as Attorney in Fact for JERMON L. WOODARD bbox=[399, 508, 524, 574]
notice-contact-line: rlselaw.com/property-listing bbox=[291, 1416, 370, 1423]
classification-label: Foreclosures bbox=[83, 26, 131, 35]
notice-paragraph: SEE EXHIBIT "A" ATTACHED HERETO AND MADE A PART HEREOF. bbox=[661, 94, 786, 109]
notice-contact-line: Timothy W. Bailey, Attorney for bbox=[549, 656, 636, 663]
classified-columns bbox=[6, 26, 786, 1678]
column-heading bbox=[6, 26, 131, 37]
notice-paragraph: The individual or entity that has full authority to negotiate, amend and modify all terms of the loan is New American Funding, LLC, New American Funding, LLC, Attn: Loss Mitigation Department, 8201 North FM 620, Suite 120, Austin, TX 78726, 1-888-695-5233. bbox=[6, 579, 131, 623]
notice-paragraph: Said property will be sold on an as-is basis without any representation, warranty or recourse against the above-named or the undersigned. The sale will also be subject to the following items which may affect the title: a) zoning ordinances; b) matters which would be disclosed by an accurate survey or by an inspection of the property; c) any outstanding ad valorem taxes, including taxes, which constitute liens upon said property whether or not now due and payable; d) special assessments; e) all outstanding bills for public utilities which constitute liens upon said property; f) all restrictive covenants, easements, rights-of-way and any other matters of record superior to said Security Deed. bbox=[137, 925, 262, 1036]
header-separator: • bbox=[586, 6, 591, 18]
notice-paragraph: ALL THAT TRACT OR PARCEL OF LAND LYING AND BEING IN LAND LOT 134 OF THE 17TH DISTRICT, 2ND SECTION, COBB COUNTY, GEORGIA, BEING MORE PARTICULARLY DESCRIBED AS LOT 10, PINE ONE, CREEKSIDE AT VININGS, AS PER RECORDED SUBDIVISION PLAT BOOK 215, PAGE 27, COBB COUNTY, GEORGIA, WHICH PLAT IS HEREBY REFERRED TO AND MADE A PART HEREOF. bbox=[399, 65, 524, 138]
notice-contact-line: B&S file no.: 25-22591 bbox=[37, 1531, 100, 1538]
notice-paragraph: The sale will be conducted subject to (1) confirmation that the sale is not prohibited under the U.S. Bankruptcy Code; and (2) final confirmation and audit of the status of the loan with the holder of the security deed. Pursuant to O.C.G.A. Section 9-13-172.1, which allows for certain procedures regarding the rescission of judicial and nonjudicial sales in the State of Georgia, the Deed Under Power and other foreclosure documents may not be provided until final confirmation and audit of the status of the loan as provided in the preceding sentence. bbox=[661, 1285, 786, 1373]
notice-contact-line: 404-789-2661 bbox=[50, 1522, 87, 1529]
notice-paragraph: The debt secured by said Security Deed has been and is hereby declared due because of, among other possible events of default, failure to pay the indebtedness as and when due and in the manner provided in the Note and Security Deed. The debt remaining in default, this sale will be made for the purpose of paying the same and all expenses of this sale, as provided in the Security Deed and by law, including attorney's fees (notice of intent to collect attorney's fees having been given). bbox=[6, 1155, 131, 1237]
classification-label: Foreclosures bbox=[345, 26, 393, 35]
notice-paragraph: The name, address and telephone number of the person having full authority to negotiate, amend and modify all terms of the mortgage with the debtor is Chisholm H. Tobar, 506 Roswell Street, Suite 200, Marietta, Georgia 30060, (770) 293-1214. However, Chisholm is not required by law to negotiate, amend or modify the terms of the mortgage. bbox=[530, 538, 655, 596]
notice-contact-line: Suite 310 bbox=[55, 1506, 82, 1513]
notice-contact-line: rlselaw.com/property-listing bbox=[29, 158, 108, 165]
notice-paragraph: All that tract or parcel of land lying and being in Land Lot 85 and 1157 of the 19th District, 2nd Section, Cobb County, Georgia and being more particularly described as follows: bbox=[530, 124, 655, 153]
notice-contact-line: (770) 293-1214 bbox=[572, 698, 613, 705]
notice-paragraph: Because of a default in the payment of the indebtedness secured by a Promissory Note (as hereinafter defined) secured by a Deed to Secure Debt executed by Antonio Gbona ("Borrower") to Chisholm H. Tobar, dated January 13, 2022, filed and recorded on January 25, 2022, in Deed Book 15941, Page 2150, Cobb County, Georgia Records, as modified by that certain Loan Modification Agreement dated December 1, 2024 (hereinafter as may be amended, the "Security Deed"), the undersigned, pursuant to said Security Deed and that certain Promissory Note from Asbar Acrub and Mirabelle Arvaid dated January 26, 2018 in the original principal amount of $280,000.00 bbox=[399, 1560, 524, 1678]
notice-id: MDJ-6975 bbox=[578, 717, 607, 724]
notice-paragraph: To the best knowledge and belief of the undersigned, Grantors or a possessor(s) is/are in possession of the property. Said property will be sold subject to any prior encumbrance including any ad valorem taxes which are a lien but not yet due and payable, any matters which might be disclosed by an accurate survey of the property, or by an inspection of the property, and any liens or encumbrances superior to the Security Deed first set out above, and, subject to all outstanding taxes, assessments, and ordinances which constitute a lien against said Property whether due and payable or not yet due and payable. bbox=[530, 431, 655, 534]
notice-contact-line: 10/10,17,24,31-2025 bbox=[304, 1424, 357, 1431]
notice-contact-line: 10/10,17,24,31-2025 bbox=[697, 1493, 750, 1500]
notice-paragraph: thereon as set forth therein, there will be sold at public outcry to the highest bidder for cash before the courthouse door of Cobb County, Georgia, or at such place as may be lawfully designated as an alternative, within the legal hours of sale on the first Tuesday in November, 2025, the following described property: bbox=[661, 40, 786, 91]
notice-contact-line: Peachtree Corners, GA 30071 bbox=[289, 1390, 372, 1397]
notice-paragraph: The debt secured by said Security Deed has been and is hereby declared due because of, among other possible events of default, failure to pay the indebtedness as and when due and in the manner provided in the Note and Security Deed. The debt remaining in default, this sale will be made for the purpose of paying the same and all expenses of this sale, as provided in the Security Deed and by law, including attorney's fees (notice of intent to collect attorney's fees having been given). bbox=[6, 495, 131, 576]
notice-column bbox=[6, 26, 131, 1682]
notice-paragraph: Said property will be sold subject to any outstanding ad valorem taxes (including taxes which are a lien, whether or not now due and payable), the right of redemption of any taxing authority, any matters which might be disclosed by an accurate survey and inspection of the property, any assessments, liens, encumbrances, zoning ordinances, restrictions, covenants, and matters of record superior to the Security Deed first set out above. bbox=[137, 234, 262, 307]
notice-contact-line: 10/10,17,24,31-2025 bbox=[566, 706, 619, 713]
notice-contact-line: 1544 Old Alabama Rd bbox=[300, 321, 361, 328]
notice-paragraph: The entity having full authority to negotiate, amend or modify all terms of the loan (although not required by law to do so) is: Select Portfolio Servicing, Inc., Loss Mitigation Dept., 3217 S. Decker Lake Dr., Salt Lake City, UT 84119, Telephone Number: 888-818-6032. Nothing in O.C.G.A. Section 44-14-162.2 shall be construed to require a secured creditor to negotiate, amend or modify the terms of the mortgage instrument. bbox=[399, 431, 524, 504]
notice-contact-line: Attorney Contact: Rubin Lublin, LLC bbox=[410, 1455, 513, 1462]
notice-paragraph: PARCEL ID # 20012300719 bbox=[661, 636, 733, 642]
notice-contact-line: Telephone Number: (877) 813-0992 bbox=[413, 1481, 510, 1488]
notice-paragraph: The sale will be conducted subject (1) to confirmation that the sale is not prohibited under the U.S. Bankruptcy Code and (2) to final confirmation and audit of the status of the loan with the holder of the Security Deed. bbox=[268, 1202, 393, 1238]
notice-title: NOTICE OF SALE UNDER POWER GEORGIA, COBB COUNTY bbox=[542, 1479, 643, 1494]
notice-paragraph: The entity having full authority to negotiate, amend or modify all terms of the loan (although not required by law to do so) is: PennyMac Loan Services, LLC, Loss Mitigation Dept., 3043 Townsgate Road, Suite 200, Westlake Village, CA 91361, Telephone Number: 1-866-549-3583. Nothing in O.C.G.A. Section 44-14-162.2 shall be construed to require a secured creditor to negotiate, amend or modify the terms of the mortgage instrument. bbox=[268, 1242, 393, 1315]
notice-paragraph: Our File no. 25-17954GA - FT3 bbox=[661, 656, 741, 663]
notice-contact-line: Brock & Scott, PLLC bbox=[39, 1489, 98, 1496]
notice-paragraph: The entity that has full authority to negotiate, amend or modify all terms of the loan (although not required by law to do so) is: PHH Mortgage Corporation; they can be contacted at 1-800-750-2518 for Loss Mitigation Dept, or by writing to 1661 Worthington Rd., Ste. 100, West Palm Beach, Florida 33409, to discuss possible alternatives to avoid foreclosure. bbox=[6, 1240, 131, 1299]
notice-paragraph: The indebtedness secured by said Security Deed has been and is hereby declared due because of default under the terms of said Security Deed. The indebtedness remaining in default, this sale will be made for the purpose of paying the same, all expenses of the sale, including attorneys' fees (notice to collect same having been given) and all other payments provided for under the terms of the Security Deed. bbox=[399, 174, 524, 248]
notice-contact-line: Padgett Law Group bbox=[41, 821, 96, 828]
notice-paragraph: To the best knowledge and belief of the undersigned, the party in possession of the property is Salmon Brown or a tenant or tenants and said property is more commonly known as 3227 Lees Mill Ln NW, Kennesaw, GA 30152. Should a conflict arise between the property address and the legal description the legal description will control. bbox=[661, 394, 786, 453]
notice-paragraph: File no. 25-083086 bbox=[137, 434, 186, 441]
notice-paragraph: O.C.G.A. Section 44-14-162.2 shall be construed to require a secured creditor to negotiate, amend or modify the terms of the mortgage instrument. LOANDEPOT.COM, LLC as Attorney in Fact for ENRIQUE FIGUEROA THE BELOW LAW FIRM MAY BE HELD TO BE ACTING AS A DEBT COLLECTOR, UNDER FEDERAL LAW. IF SO, ANY INFORMATION OBTAINED WILL BE USED FOR THAT PURPOSE. bbox=[6, 40, 131, 113]
notice-contact-line: 10/24/2025, 10/31/2025 bbox=[169, 1161, 230, 1168]
notice-contact-line: Case No. SPS-25-06006-1 bbox=[426, 1489, 497, 1496]
notice-contact-line: 10/10,17,24,31-2025 bbox=[42, 1539, 95, 1546]
notice-title: NOTICE OF SALE UNDER POWER STATE OF GEORGIA COUNTY OF COBB bbox=[138, 1183, 261, 1198]
newspaper-name: MARIETTA DAILY JOURNAL bbox=[427, 6, 582, 18]
notice-column bbox=[137, 26, 262, 1682]
notice-paragraph: Said property may more commonly be known as 3448 Wexmoor Way SE, Smyrna, GA 30080. bbox=[6, 477, 131, 491]
running-head bbox=[428, 6, 748, 18]
notice-paragraph: Rocket Mortgage, LLC f/k/a Quicken Loans, LLC is the holder of the Security Deed to the property in accordance with OCGA 44-14-162.2. bbox=[661, 303, 786, 325]
notice-paragraph: To the best of the knowledge and belief of the undersigned, the owners and party in possession of the property is Tandi Tyler and or tenant(s). The sale will be conducted subject to 1) confirmation that the sale is not prohibited under the U.S. Bankruptcy code and 2) final confirmation and audit of the status of the loan with the holder of the Security Deed. bbox=[6, 741, 131, 799]
notice-title: NOTICE OF SALE UNDER POWER COBB COUNTY bbox=[532, 728, 653, 743]
notice-paragraph: Said property will be sold subject to: (a) any outstanding ad valorem taxes (including taxes which are a lien, but not yet due and payable), (b) unpaid water or sewage bills that constitute a lien against the property whether due and payable or not yet due and payable and which may not be of record, (c) the right of redemption of any taxing authority, (d) any matters which might be disclosed by an accurate survey and inspection of the property, and (e) any assessments, liens, encumbrances, zoning ordinances, restrictions, covenants, and matters of record superior to the Security Deed first set out above. bbox=[530, 1169, 655, 1272]
notice-contact-line: 506 Roswell Street bbox=[566, 673, 619, 680]
notice-paragraph: Said property will be sold subject to any outstanding ad valorem taxes (including taxes which are a lien, but not yet due and payable), the right of redemption of any taxing authority, any matters which might be disclosed by an accurate survey and inspection of the property, any assessments, liens, encumbrances, zoning ordinances, restrictions, covenants, and any matters of record including, but not limited to, those superior to the Security Deed first set out above. Said property will be sold on an "as-is" basis without any representation, warranty or recourse against the above-named or the undersigned. bbox=[661, 197, 786, 300]
notice-contact-line: Telephone Number: (877) 813-0992 bbox=[413, 643, 510, 650]
notice-contact-line: rlselaw.com/property-listing bbox=[422, 1514, 501, 1521]
notice-contact-line: (404) 994-7400. bbox=[571, 1419, 614, 1426]
page-header bbox=[0, 0, 792, 22]
notice-paragraph: Said property will be sold on an as-is basis without any representation, warranty or recourse against the above-named or the undersigned. The sale will also be subject to the following items which may affect the title: any outstanding ad valorem taxes (including taxes which are a lien, whether or not now due and payable); the right of redemption of any taxing authority; matters which would be disclosed by an accurate survey or by an inspection of the property; all zoning ordinances; assessments; liens; encumbrances; restrictions; covenants, and any other matters of record superior to said Security Deed. bbox=[268, 1062, 393, 1166]
notice-paragraph: The debt secured by said Security Deed has been and is hereby declared due because of, among other possible events of default, failure to pay the indebtedness as and when due and in the manner provided in the Note and Security Deed. The debt remaining in default, this sale will be made for the purpose of paying the same and all expenses of this sale, as provided in the Security Deed and by law, including attorney's fees (notice pursuant to O.C.G.A. 13-1-11 having been given). bbox=[661, 112, 786, 193]
notice-paragraph: Select Portfolio Servicing, Inc. is the entity or individual designated who shall have full authority to negotiate, amend and modify all terms of the mortgage. Select Portfolio Servicing, Inc. Loss Mitigation Department 3217 South Decker Lake Drive Salt Lake City, UT 84119 (888) 818-6032 bbox=[661, 1098, 786, 1150]
notice-column bbox=[268, 26, 393, 1682]
notice-contact-line: 25-009696 bbox=[54, 846, 83, 853]
notice-paragraph: By virtue of the Power of Sale contained in that certain Security Deed from LISA J. PFEIFFER to MORTGAGE ELECTRONIC REGISTRATION SYSTEMS INC. AS GRANTEE, AS NOMINEE FOR HOMEBRIDGE FINANCIAL NETWORK INC DBA ORION LENDING, dated January 22, 2021, recorded January 28, 2021, in Deed Book 15780, Page 4729, Cobb County, Georgia Records, said Security Deed having been given to secure a Note of even date in the original principal amount of One Hundred Thirty-Eight Thousand Four Hundred Forty-Six and 00/100 dollars ($138,446.00), with interest thereon as provided for therein, said Security Deed having been last sold, assigned and transferred to PennyMac Loan Services, LLC, there will be sold at public outcry to the highest bidder for cash at the Cobb County Courthouse, within the legal hours of sale on the first Tuesday in December, 2025, all property described in said Security Deed including but not limited to the following described property: bbox=[268, 539, 393, 702]
notice-contact-line: Ad Run Dates: 10/10/2025, 10/17/2025, bbox=[146, 1153, 253, 1160]
notice-contact-line: McCalla Raymer Leibert Pierce, LLP bbox=[673, 514, 774, 521]
notice-paragraph: To the best of the knowledge and belief of the undersigned, the owners and party in possession of the property is Kevin Baker and or tenant(s). The sale will be conducted subject to 1) confirmation that the sale is not prohibited under the U.S. Bankruptcy code and 2) final confirmation and audit of the status of the loan with the holder of the Security Deed. bbox=[137, 1040, 262, 1098]
notice-contact-line: 25-009710 bbox=[185, 1145, 214, 1152]
notice-id: MDJ-6888 bbox=[316, 1435, 345, 1442]
notice-title: NOTICE OF FORECLOSURE SALE UNDER POWER COBB COUNTY, GEORGIA bbox=[6, 892, 131, 908]
column-heading bbox=[399, 26, 524, 37]
notice-contact-line: 10,17,24,31-2025 bbox=[701, 667, 746, 674]
notice-paragraph: Said legal description being controlling, however the property is more commonly known as 3319 CHILDS VALLEY WAY NW, KENNESAW, GA 30144. bbox=[399, 980, 524, 1009]
notice-contact-line: Aldridge Pite, LLP, Six Piedmont Center, 3525 Piedmont Road, N.E., Suite 700, Atlanta, Georgia 30305, (404) 994-7400. 1013-3113A bbox=[667, 1432, 780, 1461]
notice-paragraph: The sale will be conducted subject to (1) confirmation that the sale is not prohibited under the U.S. Bankruptcy Code; and (2) final confirmation and audit of the status of the loan with the holder of the security deed. Pursuant to O.C.G.A. Section 9-13-172.1, which allows for certain procedures regarding the rescission of judicial and nonjudicial sales in the State of Georgia, the Deed Under Power and other foreclosure documents may not be provided until final confirmation and audit of the status of the loan as provided in the preceding sentence. bbox=[530, 1276, 655, 1364]
notice-contact-line: Telephone Number: (877) 813-0992 bbox=[20, 142, 117, 149]
